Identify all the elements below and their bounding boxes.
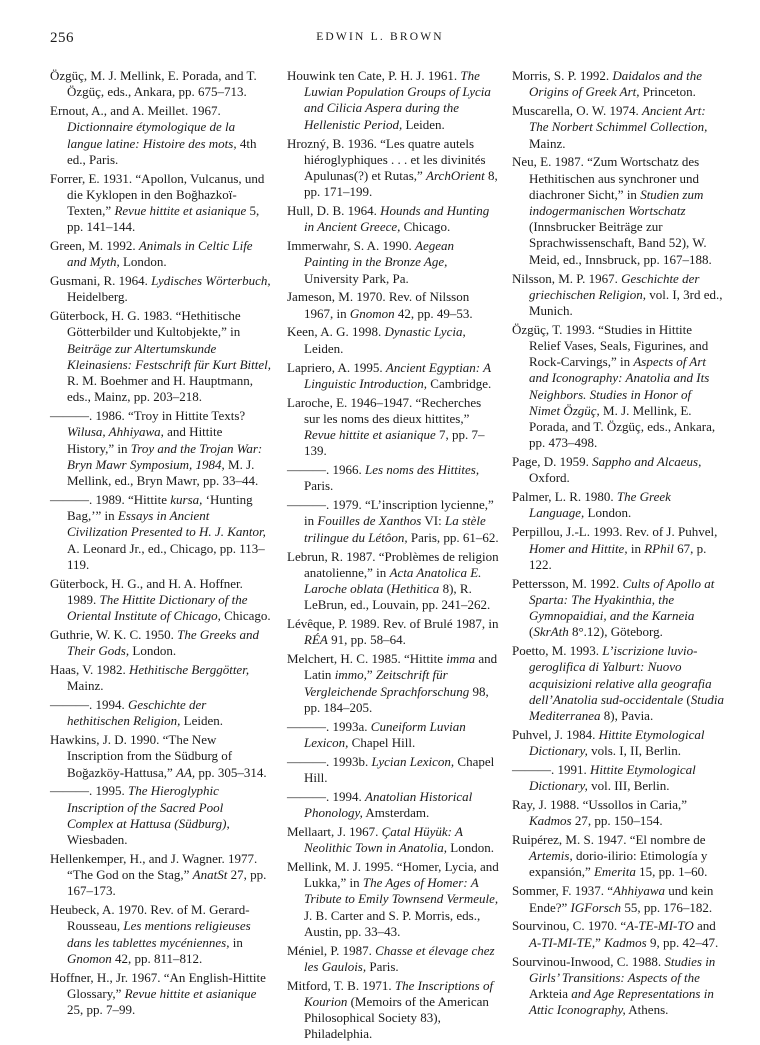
entry-title-italic: Cuneiform Luvian Lexicon, [304,718,466,750]
bibliography-entry [287,238,499,287]
entry-title-italic: Dictionnaire étymologique de la langue latine: Histoire des mots, [67,119,237,151]
entry-text: and [693,918,716,934]
running-head: EDWIN L. BROWN [316,31,444,43]
entry-title-italic: Artemis, [529,848,573,864]
bibliography-entry [287,978,499,1043]
entry-text: 98, pp. 184–205. [304,683,489,715]
entry-text: Özgüç, M. J. Mellink, E. Porada, and T. Özgüç, eds., Ankara, pp. 675–713. [50,68,257,100]
entry-text: Puhvel, J. 1984. [512,726,599,742]
bibliography-entry [50,851,272,900]
entry-text: 42, pp. 49–53. [394,305,473,321]
entry-text: Immerwahr, S. A. 1990. [287,238,416,254]
entry-title-italic: imma [446,651,476,667]
bibliography-entry [512,154,724,267]
entry-title-italic: Çatal Hüyük: A Neolithic Town in Anatolia, [304,823,463,856]
entry-text: Lapriero, A. 1995. [287,359,386,375]
entry-title-italic: The Greek Language, [529,489,671,521]
entry-title-italic: Geschichte der hethitischen Religion, [67,697,207,729]
entry-text: ———. 1993b. [287,753,372,769]
bibliography-entry [512,918,724,950]
entry-title-italic: Sappho and Alcaeus, [592,454,702,470]
bibliography-column-3 [512,68,724,1021]
entry-text: vols. I, II, Berlin. [587,743,682,758]
bibliography-entry [512,103,724,152]
entry-text: 27, pp. 150–154. [571,813,663,829]
entry-text: A. Leonard Jr., ed., Chicago, pp. 113–119. [67,540,265,572]
bibliography-entry [512,576,724,641]
entry-title-italic: Kadmos [529,813,572,829]
bibliography-entry [512,524,724,573]
bibliography-entry [287,497,499,546]
entry-title-italic: Anatolian Historical Phonology, [304,788,473,821]
bibliography-entry [50,103,272,168]
bibliography-entry [287,651,499,716]
bibliography-entry [512,727,724,759]
entry-title-italic: The Hieroglyphic Inscription of the Sacred Pool Complex at Hattusa (Südburg), [67,783,230,831]
entry-title-italic: SkrAth [533,624,569,640]
entry-title-italic: The Ages of Homer: A Tribute to Emily Townsend Vermeule, [304,875,499,907]
entry-text: 27, pp. 167–173. [67,867,267,899]
entry-title-italic: Wilusa, Ahhiyawa, [67,424,164,440]
entry-text: Keen, A. G. 1998. [287,324,385,340]
entry-title-italic: Acta Anatolica E. Laroche oblata [304,564,482,596]
entry-text: London. [129,643,177,659]
entry-text: Houwink ten Cate, P. H. J. 1961. [287,68,461,83]
entry-text: Princeton. [639,84,696,100]
entry-text: Güterbock, H. G. 1983. “Hethitische Götterbilder und Kultobjekte,” in [50,308,241,340]
entry-text: Mellink, M. J. 1995. “Homer, Lycia, and Lukka,” in [287,859,499,891]
entry-text: Güterbock, H. G., and H. A. Hoffner. 1989. [50,575,243,607]
entry-text: Ernout, A., and A. Meillet. 1967. [50,103,221,119]
entry-text: Melchert, H. C. 1985. “Hittite [287,651,447,667]
entry-text: in [229,934,243,950]
entry-title-italic: Kadmos [604,934,647,950]
bibliography-entry [512,797,724,829]
bibliography-entry [512,68,724,100]
entry-title-italic: Ancient Art: The Norbert Schimmel Collection, [529,103,708,135]
bibliography-entry [287,395,499,460]
entry-text: ———. 1994. [287,788,365,804]
bibliography-entry [50,732,272,781]
page-number: 256 [50,30,74,46]
entry-text: Hull, D. B. 1964. [287,203,381,218]
entry-text: Arkteia [529,985,572,1001]
entry-text: Ray, J. 1988. “Ussollos in Caria,” [512,796,687,812]
bibliography-entry [512,883,724,915]
entry-text: (Memoirs of the American Philosophical Society 83), Philadelphia. [304,994,489,1042]
entry-text: Hellenkemper, H., and J. Wagner. 1977. “The God on the Stag,” [50,850,258,883]
bibliography-entry [50,68,272,100]
entry-text: London. [447,840,494,856]
entry-title-italic: Revue hittite et asianique [304,427,436,443]
bibliography-entry [287,136,499,201]
entry-text: ———. 1966. [287,462,365,478]
entry-title-italic: Chasse et élevage chez les Gaulois, [304,942,495,974]
entry-title-italic: IGForsch [570,899,622,915]
entry-text: ( [383,580,391,596]
entry-text: Leiden. [180,713,223,729]
entry-title-italic: Zeitschrift für Vergleichende Sprachforschung [304,667,470,699]
entry-title-italic: Dynastic Lycia, [384,324,466,340]
entry-text: Hoffner, H., Jr. 1967. “An English-Hittite Glossary,” [50,969,266,1001]
entry-text: Sourvinou, C. 1970. “ [512,918,627,934]
entry-text: Ruipérez, M. S. 1947. “El nombre de [512,832,706,848]
entry-text: J. B. Carter and S. P. Morris, eds., Austin, pp. 33–43. [304,907,481,939]
bibliography-entry [512,454,724,486]
entry-text: ———. 1991. [512,761,590,777]
bibliography-entry [287,719,499,751]
entry-title-italic: RPhil [644,540,674,556]
entry-title-italic: Aspects of Art and Iconography: Anatolia and Its Neighbors. Studies in Honor of Nimet Özgüç, [529,354,710,418]
bibliography-entry [50,627,272,659]
entry-text: 8), Pavia. [600,707,654,723]
entry-title-italic: Les noms des Hittites, [365,462,480,478]
bibliography-entry [50,970,272,1019]
bibliography-entry [50,697,272,729]
entry-text: Chapel Hill. [304,753,495,785]
bibliography-column-1 [50,68,272,1021]
entry-title-italic: Lydisches Wörterbuch, [151,273,271,289]
entry-title-italic: Studies in Girls’ Transitions: Aspects of the [529,953,716,985]
entry-text: dorio-ilirio: Etimología y expansión,” [529,848,708,880]
bibliography-column-2 [287,68,499,1045]
entry-text: R. M. Boehmer and H. Hauptmann, eds., Mainz, pp. 203–218. [67,373,253,405]
entry-text: ” [366,667,376,683]
bibliography-entry [287,462,499,494]
entry-title-italic: Hounds and Hunting in Ancient Greece, [304,203,490,235]
entry-title-italic: The Hittite Dictionary of the Oriental Institute of Chicago, [67,591,248,623]
entry-title-italic: RÉA [304,632,328,648]
bibliography-entry [50,408,272,489]
entry-title-italic: Revue hittite et asianique [114,203,247,218]
entry-title-italic: AnatSt [192,867,228,883]
entry-text: und kein Ende?” [529,883,714,915]
entry-text: M. J. Mellink, E. Porada, and T. Özgüç, eds., Ankara, pp. 473–498. [529,402,716,451]
bibliography-entry [512,322,724,452]
entry-text: London. [584,505,632,521]
entry-text: 8°.12), Göteborg. [568,624,663,640]
entry-text: 42, pp. 811–812. [111,950,203,966]
entry-text: Mainz. [529,135,566,151]
entry-text: Guthrie, W. K. C. 1950. [50,626,178,642]
entry-text: Méniel, P. 1987. [287,942,376,958]
bibliography-entry [287,324,499,356]
entry-text: ———. 1994. [50,697,128,713]
bibliography-entry [50,238,272,270]
bibliography-entry [512,832,724,881]
entry-title-italic: Studia Mediterranea [529,691,724,723]
bibliography-entry [287,203,499,235]
entry-title-italic: Beiträge zur Altertumskunde Kleinasiens: Festschrift für Kurt Bittel, [67,340,272,372]
entry-text: Poetto, M. 1993. [512,643,603,659]
entry-text: University Park, Pa. [304,270,409,286]
bibliography-entry [50,308,272,405]
entry-title-italic: Fouilles de Xanthos [317,513,422,529]
entry-text: vol. III, Berlin. [587,778,670,794]
entry-text: VI: [421,513,445,529]
entry-text: ( [683,691,691,707]
entry-title-italic: ArchOrient [426,167,485,183]
entry-title-italic: Hethitische Berggötter, [128,661,250,677]
bibliography-entry [50,171,272,236]
bibliography-entry [50,902,272,967]
entry-title-italic: The Greeks and Their Gods, [67,626,259,659]
bibliography-entry [287,754,499,786]
entry-text: 9, pp. 42–47. [646,934,719,950]
entry-text: Paris. [304,478,334,494]
entry-text: Haas, V. 1982. [50,661,129,677]
entry-text: pp. 305–314. [195,764,267,780]
entry-title-italic: Ancient Egyptian: A Linguistic Introduction, [304,359,491,391]
entry-text: Hrozný, B. 1936. “Les quatre autels hiéroglyphiques . . . et les divinités Apulunas(?) et Rutas,” [287,135,486,183]
entry-text: Palmer, L. R. 1980. [512,489,617,505]
entry-title-italic: Geschichte der griechischen Religion, [529,270,700,302]
entry-title-italic: and Age Representations in Attic Iconography, [529,985,714,1018]
entry-text: and Hittite History,” in [67,424,223,456]
bibliography-entry [287,943,499,975]
entry-text: 7, pp. 7–139. [304,427,485,459]
entry-title-italic: Essays in Ancient Civilization Presented to H. J. Kantor, [67,508,266,540]
bibliography-entry [512,954,724,1019]
entry-text: ———. 1989. “Hittite [50,491,171,507]
bibliography-entry [50,783,272,848]
bibliography-entry [287,824,499,856]
bibliography-entry [287,360,499,392]
entry-text: ” [595,934,605,950]
entry-text: in [627,540,645,556]
entry-text: Chicago. [400,219,451,235]
entry-text: Lebrun, R. 1987. “Problèmes de religion anatolienne,” in [287,548,499,580]
bibliography-entry [50,273,272,305]
entry-text: Athens. [625,1002,669,1018]
entry-title-italic: Gnomon [349,305,395,321]
entry-text: Nilsson, M. P. 1967. [512,270,622,286]
entry-title-italic: Revue hittite et asianique [124,985,257,1001]
entry-text: Jameson, M. 1970. Rev. of Nilsson 1967, in [287,289,470,321]
entry-text: Heidelberg. [67,289,128,305]
entry-title-italic: Daidalos and the Origins of Greek Art, [529,68,702,100]
entry-text: Cambridge. [427,375,492,391]
entry-text: and Latin [304,651,498,683]
entry-text: (Innsbrucker Beiträge zur Sprachwissenschaft, Band 52), W. Meid, ed., Innsbruck, pp. 167–188. [529,219,712,267]
bibliography-entry [50,576,272,625]
entry-text: vol. I, 3rd ed., Munich. [529,286,723,318]
entry-title-italic: The Inscriptions of Kourion [304,977,494,1010]
entry-title-italic: Hittite Etymological Dictionary, [529,761,696,794]
entry-text: 5, pp. 141–144. [67,203,260,235]
entry-text: 25, pp. 7–99. [67,1002,136,1018]
bibliography-entry [287,549,499,614]
entry-title-italic: AA, [176,764,196,780]
entry-text: Özgüç, T. 1993. “Studies in Hittite Relief Vases, Seals, Figurines, and Rock-Carvings,” in [512,321,709,370]
entry-text: Forrer, E. 1931. “Apollon, Vulcanus, und die Kyklopen in den Boğhazkoï-Texten,” [50,170,265,218]
page-header [0,30,760,50]
bibliography-entry [512,489,724,521]
entry-title-italic: La stèle trilingue du Létôon, [304,513,486,545]
entry-text: 55, pp. 176–182. [621,899,713,915]
entry-title-italic: Troy and the Trojan War: Bryn Mawr Symposium, 1984, [67,440,263,472]
entry-title-italic: Cults of Apollo at Sparta: The Hyakinthia, the Gymnopaidiai, and the Karneia [529,575,715,623]
entry-text: Mitford, T. B. 1971. [287,977,395,993]
entry-text: Green, M. 1992. [50,238,139,254]
entry-text: Chicago. [220,608,271,623]
entry-text: Paris, pp. 61–62. [407,529,499,545]
bibliography-entry [512,271,724,320]
entry-text: Oxford. [529,470,570,486]
entry-text: Neu, E. 1987. “Zum Wortschatz des Hethitischen aus synchroner und diachroner Sicht,” in [512,154,700,202]
entry-title-italic: Les mentions religieuses dans les tablettes mycéniennes, [67,918,251,950]
entry-text: 4th ed., Paris. [67,135,257,167]
entry-text: Muscarella, O. W. 1974. [512,103,642,119]
entry-title-italic: A-TI-MI-TE, [529,934,596,950]
entry-text: Leiden. [304,340,344,356]
entry-text: Pettersson, M. 1992. [512,575,623,591]
entry-title-italic: A-TE-MI-TO [626,918,694,934]
entry-text: 8, pp. 171–199. [304,167,498,200]
bibliography-entry [512,762,724,794]
entry-text: Wiesbaden. [67,832,128,848]
entry-title-italic: Homer and Hittite, [529,540,628,556]
bibliography-entry [287,616,499,648]
entry-title-italic: Ahhiyawa [613,883,665,899]
entry-text: ‘Hunting Bag,’” in [67,491,253,524]
entry-text: Leiden. [402,116,445,132]
entry-title-italic: Hittite Etymological Dictionary, [529,726,705,758]
entry-title-italic: Hethitica [390,580,440,596]
entry-title-italic: Gnomon [67,950,112,966]
entry-text: Mellaart, J. 1967. [287,823,382,839]
entry-text: 91, pp. 58–64. [327,632,406,648]
bibliography-entry [287,289,499,321]
bibliography-entry [512,643,724,724]
entry-text: ———. 1986. “Troy in Hittite Texts? [50,408,246,424]
entry-title-italic: Animals in Celtic Life and Myth, [67,238,253,270]
entry-text: M. J. Mellink, ed., Bryn Mawr, pp. 33–44. [67,456,259,488]
entry-text: 8), R. LeBrun, ed., Louvain, pp. 241–262. [304,580,491,613]
entry-title-italic: Studien zum indogermanischen Wortschatz [529,186,704,218]
entry-text: Sourvinou-Inwood, C. 1988. [512,953,665,969]
entry-text: Morris, S. P. 1992. [512,68,613,83]
entry-text: Chapel Hill. [348,734,416,750]
entry-title-italic: The Luwian Population Groups of Lycia and Cilicia Aspera during the Hellenistic Period, [304,68,491,132]
entry-title-italic: Emerita [593,864,636,880]
entry-text: ———. 1995. [50,783,128,799]
entry-text: Mainz. [67,678,104,694]
entry-text: Lévêque, P. 1989. Rev. of Brulé 1987, in [287,616,499,632]
bibliography-entry [50,492,272,573]
entry-text: Paris. [366,958,399,974]
entry-title-italic: immo, [334,667,367,683]
entry-title-italic: L’iscrizione luvio-geroglifica di Yalburt: Nuovo acquisizioni relative alla geografia dell’Anatolia sud-occidentale [529,643,712,707]
entry-text: 67, p. 122. [529,540,707,572]
entry-text: ———. 1979. “L’inscription lycienne,” in [287,497,494,529]
entry-text: Perpillou, J.-L. 1993. Rev. of J. Puhvel, [512,524,718,540]
entry-text: Laroche, E. 1946–1947. “Recherches sur les noms des dieux hittites,” [287,394,482,426]
entry-text: Page, D. 1959. [512,454,593,470]
entry-text: ———. 1993a. [287,718,371,734]
entry-title-italic: Lycian Lexicon, [371,753,455,769]
entry-title-italic: kursa, [170,491,203,507]
bibliography-entry [287,789,499,821]
entry-text: ( [529,624,534,640]
entry-text: Gusmani, R. 1964. [50,273,152,289]
entry-title-italic: Aegean Painting in the Bronze Age, [304,238,455,270]
bibliography-entry [50,662,272,694]
entry-text: Heubeck, A. 1970. Rev. of M. Gerard-Rousseau, [50,902,250,934]
entry-text: Hawkins, J. D. 1990. “The New Inscription from the Südburg of Boğazköy-Hattusa,” [50,732,233,780]
entry-text: Amsterdam. [362,805,430,821]
entry-text: Sommer, F. 1937. “ [512,883,613,899]
bibliography-entry [287,859,499,940]
entry-text: London. [119,254,167,270]
entry-text: 15, pp. 1–60. [635,864,708,880]
bibliography-entry [287,68,499,133]
